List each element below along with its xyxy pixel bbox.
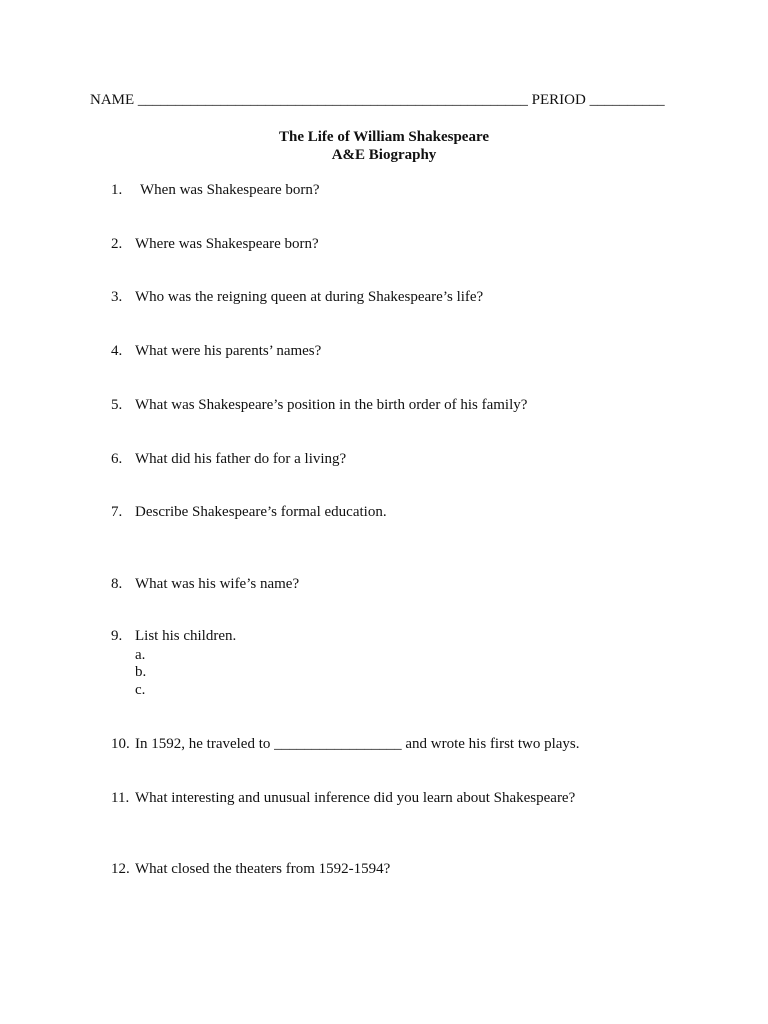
period-label: PERIOD bbox=[531, 92, 586, 108]
subtitle-line-2: A&E Biography bbox=[331, 147, 437, 163]
question-number: 11. bbox=[111, 790, 130, 806]
question-text: What did his father do for a living? bbox=[135, 451, 347, 467]
name-period-header bbox=[90, 92, 665, 109]
question-number: 6. bbox=[111, 451, 123, 467]
page-title bbox=[0, 128, 768, 164]
question-number: 4. bbox=[111, 343, 123, 359]
question-11 bbox=[111, 790, 575, 807]
period-blank[interactable]: __________ bbox=[589, 92, 665, 108]
question-text: When was Shakespeare born? bbox=[140, 182, 320, 198]
child-item-c: c. bbox=[135, 682, 146, 698]
question-6 bbox=[111, 451, 346, 468]
question-number: 8. bbox=[111, 576, 123, 592]
question-text: What was his wife’s name? bbox=[135, 576, 300, 592]
name-label: NAME bbox=[90, 92, 135, 108]
question-number: 2. bbox=[111, 236, 123, 252]
question-number: 12. bbox=[111, 861, 130, 877]
question-10 bbox=[111, 736, 580, 753]
question-8 bbox=[111, 576, 299, 593]
question-text: In 1592, he traveled to _________________ and wrote his first two plays. bbox=[135, 736, 580, 752]
question-number: 10. bbox=[111, 736, 130, 752]
question-number: 9. bbox=[111, 628, 123, 644]
question-12 bbox=[111, 861, 390, 878]
question-text: Where was Shakespeare born? bbox=[135, 236, 319, 252]
question-text: What closed the theaters from 1592-1594? bbox=[135, 861, 391, 877]
question-5 bbox=[111, 397, 527, 414]
question-number: 5. bbox=[111, 397, 123, 413]
question-text: What interesting and unusual inference did you learn about Shakespeare? bbox=[135, 790, 576, 806]
question-4 bbox=[111, 343, 321, 360]
question-number: 1. bbox=[111, 182, 123, 198]
question-3 bbox=[111, 289, 483, 306]
child-item-b: b. bbox=[135, 664, 147, 680]
question-1 bbox=[111, 182, 320, 199]
title-line-1: The Life of William Shakespeare bbox=[278, 129, 489, 145]
question-text: What was Shakespeare’s position in the birth order of his family? bbox=[135, 397, 528, 413]
child-item-a: a. bbox=[135, 647, 146, 663]
question-number: 7. bbox=[111, 504, 123, 520]
question-text: Who was the reigning queen at during Shakespeare’s life? bbox=[135, 289, 484, 305]
question-text: Describe Shakespeare’s formal education. bbox=[135, 504, 387, 520]
question-9 bbox=[111, 628, 236, 645]
question-2 bbox=[111, 236, 319, 253]
question-7 bbox=[111, 504, 387, 521]
question-text: List his children. bbox=[135, 628, 237, 644]
question-text: What were his parents’ names? bbox=[135, 343, 322, 359]
question-number: 3. bbox=[111, 289, 123, 305]
name-blank[interactable]: ____________________________________________________ bbox=[137, 92, 528, 108]
